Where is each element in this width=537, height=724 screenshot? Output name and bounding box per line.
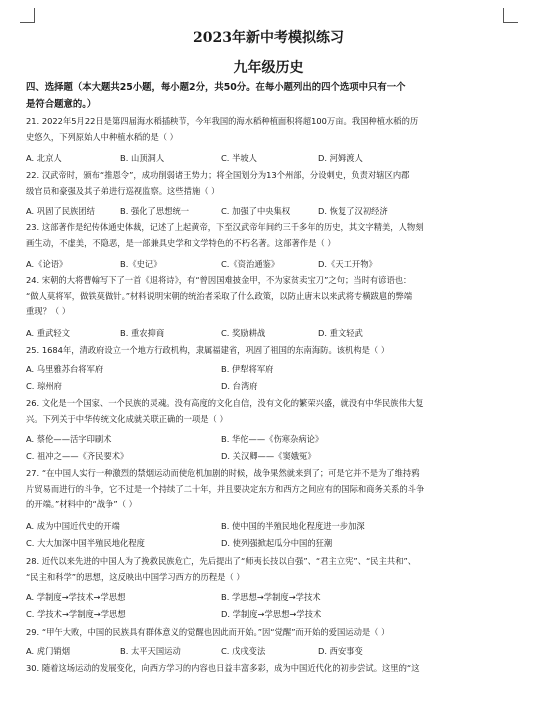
option-c: C. 学技术→学制度→学思想 (26, 609, 126, 619)
question-text-line: 30. 随着这场运动的发展变化，向西方学习的内容也日益丰富多彩，成为中国近代化的初步尝试。这里的“这 (26, 663, 420, 673)
question-23 (26, 220, 520, 251)
option-d: D. 学制度→学思想→学技术 (221, 609, 322, 619)
option-b: B. 强化了思想统一 (120, 206, 190, 216)
question-text-line: 28. 近代以来先进的中国人为了挽救民族危亡，先后提出了“师夷长技以自强”、“君主立宪”、“民主共和”、 (26, 556, 417, 566)
question-text-line: 27. “在中国人实行一种激烈的禁烟运动而使危机加剧的时候，战争果然就来到了；可是它并不是为了维持鸦 (26, 468, 420, 478)
question-22 (26, 168, 520, 199)
option-a: A. 重武轻文 (26, 328, 70, 338)
option-c: C. 戊戌变法 (221, 646, 266, 656)
option-a: A. 虎门销烟 (26, 646, 70, 656)
question-text-line: 21. 2022年5月22日是第四届海水稻插秧节，今年我国的海水稻种植面积将超100万亩。我国种植水稻的历 (26, 116, 419, 126)
question-text-line: 的开端。”材料中的“战争”（ ） (26, 499, 137, 510)
option-a: A. 成为中国近代史的开端 (26, 521, 120, 531)
question-text-line: 24. 宋朝的大将曹翰写下了一首《退将诗》，有“曾因国难披金甲，不为家贫卖宝刀”之句；当时有谚语也： (26, 275, 412, 285)
question-29 (26, 625, 520, 641)
question-text-line: 25. 1684年，清政府设立一个地方行政机构，隶属福建省，巩固了祖国的东南海防。该机构是（ ） (26, 345, 390, 355)
option-a: A. 学制度→学技术→学思想 (26, 592, 126, 602)
question-28 (26, 554, 520, 585)
option-c: C. 大大加深中国半殖民地化程度 (26, 538, 145, 548)
option-c: C. 祖冲之——《齐民要术》 (26, 451, 129, 461)
question-text-line: 画生动，不虚美，不隐恶，是一部兼具史学和文学特色的不朽名著。这部著作是（ ） (26, 237, 336, 248)
option-d: D. 西安事变 (318, 646, 363, 656)
question-text-line: “做人莫将军，做铁莫做针。”材料说明宋朝的统治者采取了什么政策，以防止唐末以来武将专横跋扈的弊端 (26, 290, 413, 301)
question-text-line: 片贸易而进行的斗争，它不过是一个持续了二十年，并且要决定东方和西方之间应有的国际和商务关系的斗争 (26, 483, 425, 494)
option-a: A. 北京人 (26, 153, 62, 163)
option-d: D. 河姆渡人 (318, 153, 363, 163)
question-30 (26, 661, 520, 677)
section-heading-line2: 是符合题意的。） (26, 99, 97, 110)
option-d: D. 使列强掀起瓜分中国的狂潮 (221, 538, 333, 548)
question-text-line: 史悠久，下列原始人中种植水稻的是（ ） (26, 131, 178, 142)
question-text-line: 23. 这部著作是纪传体通史体裁，记述了上起黄帝，下至汉武帝年间约三千多年的历史，其文字精美，人物刻 (26, 222, 424, 232)
question-text-line: 重现？（ ） (26, 306, 71, 317)
option-c: C. 半坡人 (221, 153, 257, 163)
option-c: C. 奖励耕战 (221, 328, 266, 338)
page-title: 2023年新中考模拟练习 (193, 30, 344, 46)
question-26 (26, 396, 520, 427)
question-text-line: 兴。下列关于中华传统文化成就关联正确的一项是（ ） (26, 413, 228, 424)
option-b: B. 山顶洞人 (120, 153, 165, 163)
option-b: B. 重农抑商 (120, 328, 165, 338)
option-b: B. 学思想→学制度→学技术 (221, 592, 321, 602)
option-c: C.《资治通鉴》 (221, 259, 280, 269)
section-heading (26, 79, 520, 113)
section-heading-line1: 四、选择题（本大题共25小题，每小题2分，共50分。在每小题列出的四个选项中只有一个 (26, 82, 406, 93)
question-24 (26, 273, 520, 320)
option-b: B. 华佗——《伤寒杂病论》 (221, 434, 324, 444)
option-a: A. 蔡伦——活字印刷术 (26, 434, 112, 444)
question-text-line: 26. 文化是一个国家、一个民族的灵魂。没有高度的文化自信，没有文化的繁荣兴盛，就没有中华民族伟大复 (26, 398, 424, 408)
question-text-line: 29. “甲午大败，中国的民族具有群体意义的觉醒也因此而开始。”因“觉醒”而开始的爱国运动是（ ） (26, 627, 390, 637)
crop-mark-top-right (503, 8, 518, 23)
question-text-line: 级官员和豪强及其子弟进行巡视监察。这些措施（ ） (26, 185, 220, 196)
option-b: B. 使中国的半殖民地化程度进一步加深 (221, 521, 365, 531)
option-b: B. 太平天国运动 (120, 646, 181, 656)
option-b: B.《史记》 (120, 259, 162, 269)
question-21 (26, 114, 520, 145)
crop-mark-top-left (20, 8, 35, 23)
question-27 (26, 466, 520, 513)
question-25 (26, 343, 520, 359)
option-d: D. 台湾府 (221, 381, 258, 391)
option-d: D. 重文轻武 (318, 328, 363, 338)
option-c: C. 加强了中央集权 (221, 206, 291, 216)
question-text-line: 22. 汉武帝时，颁布“推恩令”，成功削弱诸王势力；将全国划分为13个州部，分设刺史，负责对辖区内郡 (26, 170, 410, 180)
option-b: B. 伊犁将军府 (221, 364, 274, 374)
question-text-line: “民主和科学”的思想，这反映出中国学习西方的历程是（ ） (26, 571, 245, 582)
option-a: A. 巩固了民族团结 (26, 206, 95, 216)
option-a: A.《论语》 (26, 259, 68, 269)
page-subtitle: 九年级历史 (233, 60, 304, 76)
option-d: D. 恢复了汉初经济 (318, 206, 388, 216)
option-a: A. 乌里雅苏台将军府 (26, 364, 104, 374)
option-d: D.《天工开物》 (318, 259, 377, 269)
option-d: D. 关汉卿——《窦娥冤》 (221, 451, 316, 461)
option-c: C. 琼州府 (26, 381, 62, 391)
